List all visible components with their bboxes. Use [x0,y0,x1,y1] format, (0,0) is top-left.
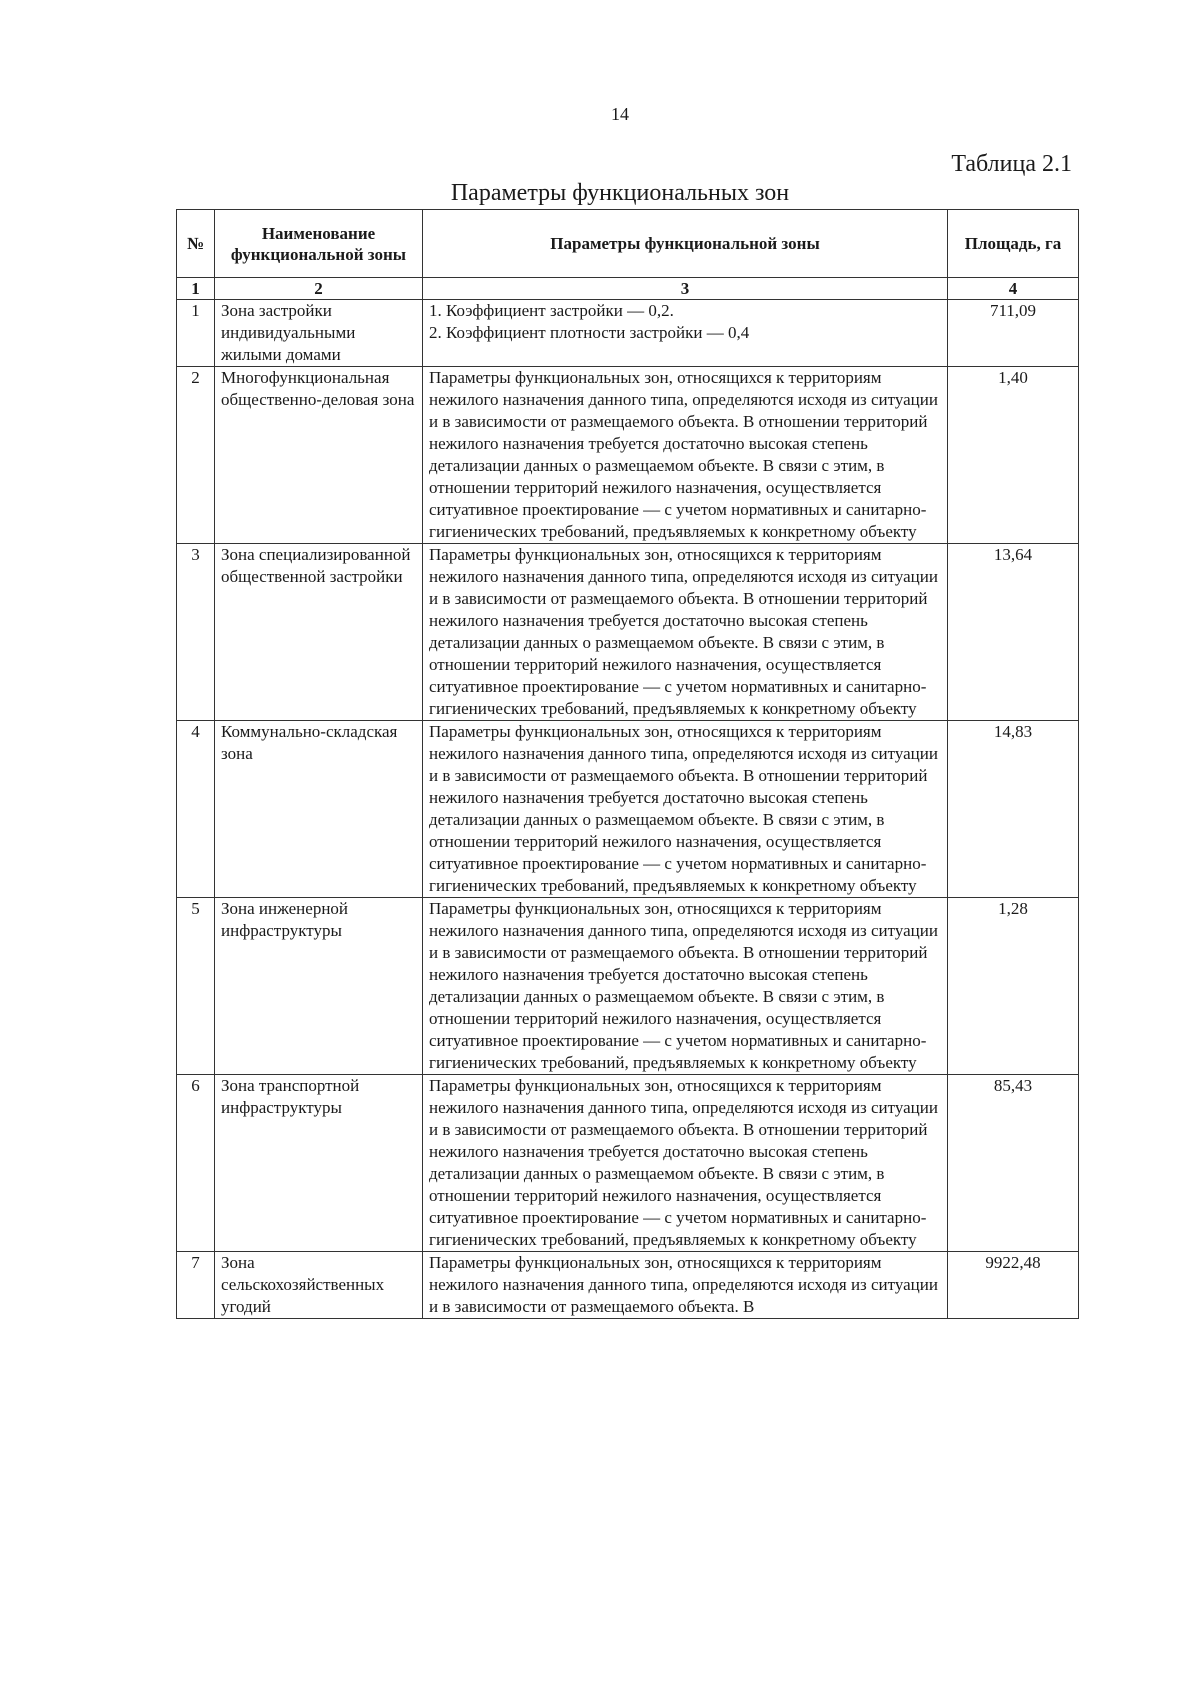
column-number: 2 [215,278,423,300]
zone-area: 14,83 [948,721,1079,898]
zone-area: 85,43 [948,1075,1079,1252]
table-row [177,367,1079,544]
param-line: 1. Коэффициент застройки — 0,2. [429,301,674,320]
zone-area: 1,28 [948,898,1079,1075]
header-area: Площадь, га [948,210,1079,278]
zone-params: Параметры функциональных зон, относящихся к территориям нежилого назначения данного типа, определяются исходя из ситуации и в зависимости от размещаемого объекта. В отношении территорий нежилого назначения требуется достаточно высокая степень детализации данных о размещаемом объекте. В связи с этим, в отношении территорий нежилого назначения, осуществляется ситуативное проектирование — с учетом нормативных и санитарно-гигиенических требований, предъявляемых к конкретному объекту [423,721,948,898]
zone-params: Параметры функциональных зон, относящихся к территориям нежилого назначения данного типа, определяются исходя из ситуации и в зависимости от размещаемого объекта. В отношении территорий нежилого назначения требуется достаточно высокая степень детализации данных о размещаемом объекте. В связи с этим, в отношении территорий нежилого назначения, осуществляется ситуативное проектирование — с учетом нормативных и санитарно-гигиенических требований, предъявляемых к конкретному объекту [423,367,948,544]
table-label: Таблица 2.1 [951,151,1072,177]
table-row [177,544,1079,721]
table-row [177,721,1079,898]
zone-name: Зона транспортной инфраструктуры [215,1075,423,1252]
row-number: 5 [177,898,215,1075]
table-title: Параметры функциональных зон [450,180,790,206]
table-row [177,1252,1079,1319]
column-number-row [177,278,1079,300]
row-number: 6 [177,1075,215,1252]
zone-params: Параметры функциональных зон, относящихся к территориям нежилого назначения данного типа, определяются исходя из ситуации и в зависимости от размещаемого объекта. В отношении территорий нежилого назначения требуется достаточно высокая степень детализации данных о размещаемом объекте. В связи с этим, в отношении территорий нежилого назначения, осуществляется ситуативное проектирование — с учетом нормативных и санитарно-гигиенических требований, предъявляемых к конкретному объекту [423,898,948,1075]
zone-params [423,300,948,367]
zone-area: 13,64 [948,544,1079,721]
zone-name: Зона сельскохозяйственных угодий [215,1252,423,1319]
table-row [177,300,1079,367]
column-number: 4 [948,278,1079,300]
zone-name: Многофункциональная общественно-деловая зона [215,367,423,544]
zone-params: Параметры функциональных зон, относящихся к территориям нежилого назначения данного типа, определяются исходя из ситуации и в зависимости от размещаемого объекта. В отношении территорий нежилого назначения требуется достаточно высокая степень детализации данных о размещаемом объекте. В связи с этим, в отношении территорий нежилого назначения, осуществляется ситуативное проектирование — с учетом нормативных и санитарно-гигиенических требований, предъявляемых к конкретному объекту [423,544,948,721]
zone-params: Параметры функциональных зон, относящихся к территориям нежилого назначения данного типа, определяются исходя из ситуации и в зависимости от размещаемого объекта. В отношении территорий нежилого назначения требуется достаточно высокая степень детализации данных о размещаемом объекте. В связи с этим, в отношении территорий нежилого назначения, осуществляется ситуативное проектирование — с учетом нормативных и санитарно-гигиенических требований, предъявляемых к конкретному объекту [423,1075,948,1252]
page-number: 14 [611,104,629,124]
row-number: 3 [177,544,215,721]
column-number: 1 [177,278,215,300]
zone-name: Зона специализированной общественной застройки [215,544,423,721]
table-row [177,898,1079,1075]
row-number: 2 [177,367,215,544]
row-number: 1 [177,300,215,367]
zone-name: Зона застройки индивидуальными жилыми домами [215,300,423,367]
header-num: № [177,210,215,278]
param-line: 2. Коэффициент плотности застройки — 0,4 [429,323,750,342]
row-number: 4 [177,721,215,898]
zone-area: 711,09 [948,300,1079,367]
zone-name: Коммунально-складская зона [215,721,423,898]
table-row [177,1075,1079,1252]
zone-params: Параметры функциональных зон, относящихся к территориям нежилого назначения данного типа, определяются исходя из ситуации и в зависимости от размещаемого объекта. В [423,1252,948,1319]
header-name: Наименование функциональной зоны [215,210,423,278]
header-row [177,210,1079,278]
functional-zones-table [176,209,1079,1319]
column-number: 3 [423,278,948,300]
zone-area: 9922,48 [948,1252,1079,1319]
header-params: Параметры функциональной зоны [423,210,948,278]
zone-name: Зона инженерной инфраструктуры [215,898,423,1075]
zone-area: 1,40 [948,367,1079,544]
row-number: 7 [177,1252,215,1319]
